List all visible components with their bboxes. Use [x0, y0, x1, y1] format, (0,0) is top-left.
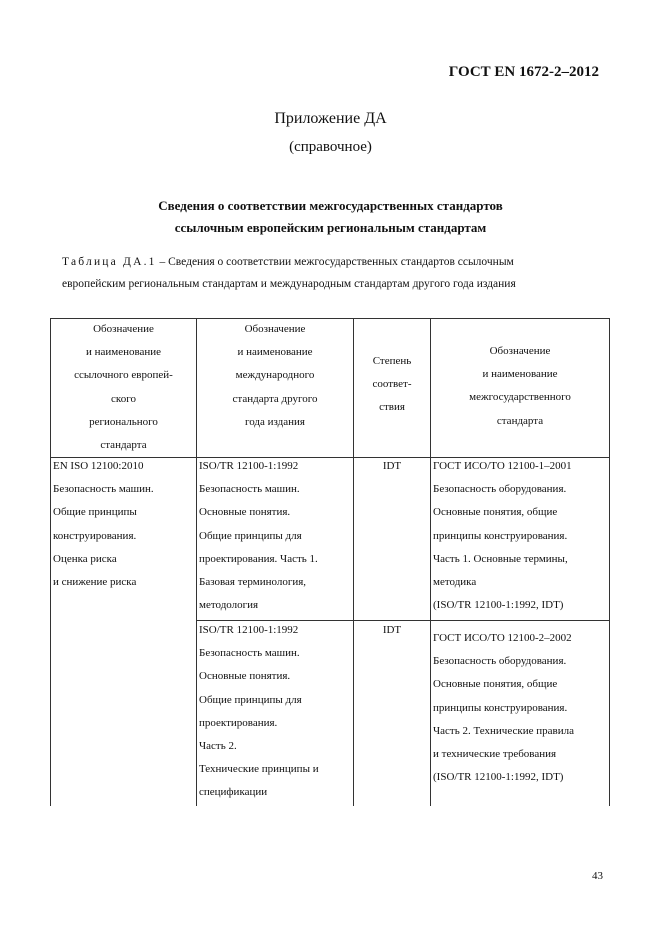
cell-text: Часть 2.: [199, 740, 237, 753]
interstate-standard-cell: [433, 455, 609, 617]
header-text: международного: [235, 369, 315, 382]
header-text: регионального: [89, 415, 158, 428]
european-standard-cell: [53, 455, 195, 594]
cell-text: и снижение риска: [53, 576, 137, 589]
caption-line-1: [62, 251, 622, 273]
cell-text: ГОСТ ИСО/ТО 12100-1–2001: [433, 460, 572, 472]
header-text: и наименование: [237, 346, 313, 359]
cell-text: Общие принципы для: [199, 529, 302, 542]
table-caption: [62, 251, 622, 295]
cell-text: и технические требования: [433, 748, 557, 761]
cell-text: Безопасность машин.: [53, 483, 154, 496]
cell-text: ISO/TR 12100-1:1992: [199, 624, 299, 636]
cell-text: Базовая терминология,: [199, 576, 307, 589]
header-degree: [354, 350, 430, 420]
document-code: ГОСТ EN 1672-2–2012: [448, 64, 599, 80]
cell-text: принципы конструирования.: [433, 701, 568, 714]
annex-title: Приложение ДА: [274, 110, 387, 127]
section-heading: [0, 195, 661, 239]
cell-text: Безопасность машин.: [199, 647, 300, 660]
cell-text: Безопасность оборудования.: [433, 655, 567, 668]
cell-text: принципы конструирования.: [433, 529, 568, 542]
interstate-standard-cell: [433, 627, 609, 789]
cell-text: (ISO/TR 12100-1:1992, IDT): [433, 599, 564, 612]
cell-text: Безопасность оборудования.: [433, 483, 567, 496]
header-text: ссылочного европей-: [74, 369, 173, 382]
header-text: стандарта другого: [232, 392, 318, 405]
caption-text: – Сведения о соответствии межгосударственных стандартов ссылочным: [156, 256, 514, 268]
cell-text: проектирования.: [199, 716, 278, 729]
header-text: ствия: [379, 401, 405, 414]
cell-text: (ISO/TR 12100-1:1992, IDT): [433, 771, 564, 784]
cell-text: конструирования.: [53, 529, 137, 542]
header-text: ского: [111, 392, 136, 405]
cell-text: IDT: [382, 624, 402, 636]
header-text: Обозначение: [489, 345, 551, 357]
header-text: стандарта: [496, 414, 544, 427]
table-border-right: [609, 318, 610, 806]
cell-text: Основные понятия, общие: [433, 678, 558, 691]
header-text: Степень: [372, 355, 412, 367]
header-text: и наименование: [85, 346, 162, 359]
header-european-standard: [51, 318, 196, 457]
correspondence-table: [50, 318, 610, 806]
header-international-standard: [197, 318, 353, 434]
page-number: 43: [592, 870, 603, 882]
caption-label: Таблица ДА.1: [62, 256, 157, 268]
degree-cell: [354, 619, 430, 642]
cell-text: Часть 2. Технические правила: [433, 724, 574, 737]
cell-text: спецификации: [199, 786, 268, 799]
cell-text: ISO/TR 12100-1:1992: [199, 460, 299, 472]
cell-text: методика: [433, 576, 477, 589]
header-text: соответ-: [372, 378, 412, 391]
cell-text: Общие принципы для: [199, 693, 302, 706]
cell-text: Основные понятия, общие: [433, 506, 558, 519]
cell-text: проектирования. Часть 1.: [199, 552, 318, 565]
header-text: стандарта: [100, 439, 147, 452]
international-standard-cell: [199, 455, 352, 617]
annex-type: (справочное): [289, 139, 372, 155]
cell-text: Безопасность машин.: [199, 483, 300, 496]
header-text: года издания: [245, 415, 305, 428]
degree-cell: [354, 455, 430, 478]
header-text: межгосударственного: [469, 391, 571, 404]
cell-text: методология: [199, 599, 259, 612]
cell-text: Основные понятия.: [199, 506, 291, 519]
header-interstate-standard: [431, 340, 609, 433]
caption-line-2: европейским региональным стандартам и международным стандартам другого года издания: [62, 278, 516, 290]
header-text: Обозначение: [93, 323, 154, 335]
heading-line-2: ссылочным европейским региональным стандартам: [174, 220, 487, 235]
cell-text: IDT: [382, 460, 402, 472]
cell-text: Основные понятия.: [199, 670, 291, 683]
header-text: Обозначение: [244, 323, 306, 335]
cell-text: Технические принципы и: [199, 763, 319, 776]
cell-text: Часть 1. Основные термины,: [433, 552, 568, 565]
header-text: и наименование: [482, 368, 558, 381]
cell-text: EN ISO 12100:2010: [53, 460, 144, 472]
international-standard-cell: [199, 619, 352, 805]
cell-text: Общие принципы: [53, 506, 137, 519]
cell-text: Оценка риска: [53, 552, 117, 565]
cell-text: ГОСТ ИСО/ТО 12100-2–2002: [433, 632, 572, 644]
heading-line-1: Сведения о соответствии межгосударственных стандартов: [158, 198, 503, 213]
